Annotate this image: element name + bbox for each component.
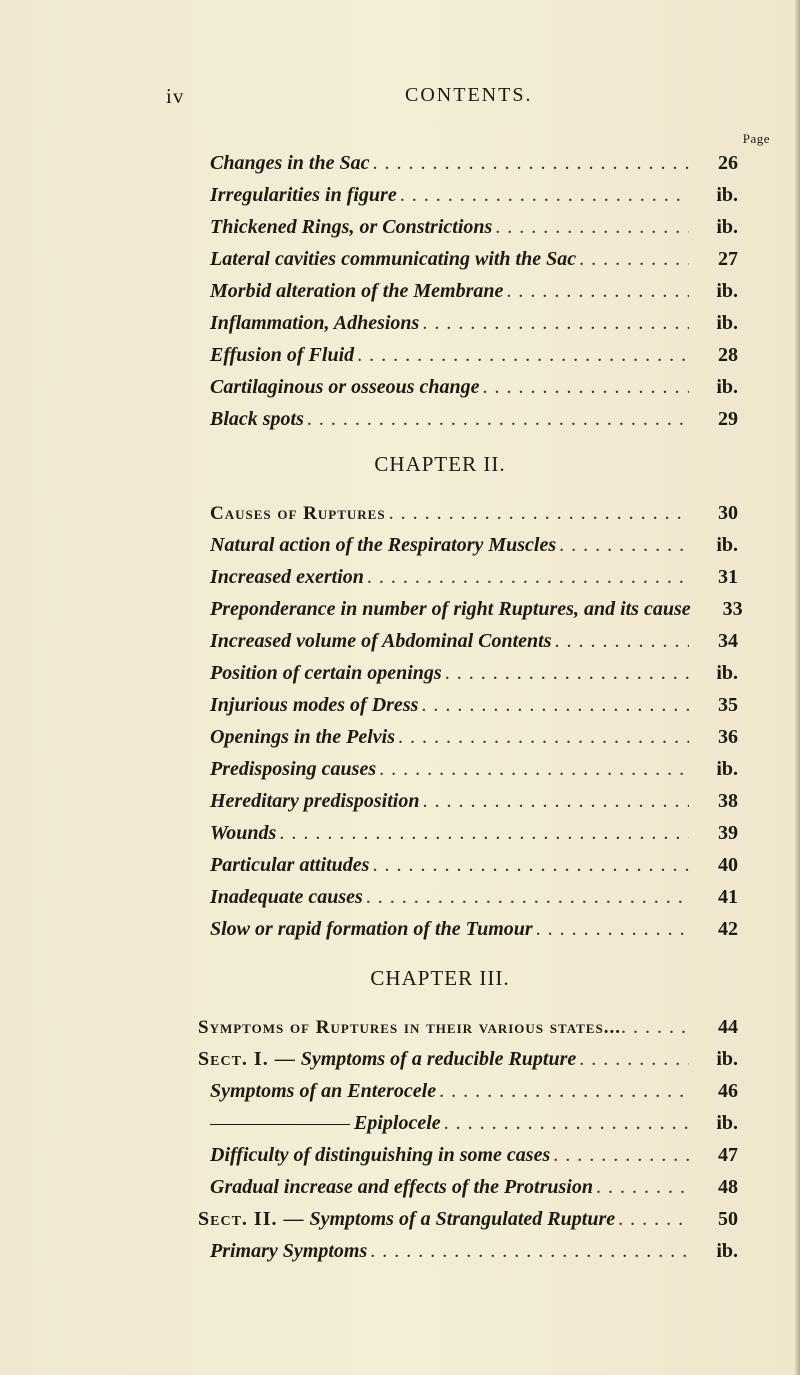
toc-entry: Primary Symptoms . . . ib. [210,1240,738,1270]
toc-entry: Effusion of Fluid . . . 28 [210,344,738,374]
toc-entry: Morbid alteration of the Membrane . . . ib. [210,280,738,310]
toc-entry: Sect. I. — Symptoms of a reducible Rupture . . . ib. [198,1048,738,1078]
toc-entry: Symptoms of an Enterocele . . . 46 [210,1080,738,1110]
toc-entry: Increased volume of Abdominal Contents . . . 34 [210,630,738,660]
toc-entry: Sect. II. — Symptoms of a Strangulated Rupture . . . 50 [198,1208,738,1238]
toc-entry: Thickened Rings, or Constrictions . . . ib. [210,216,738,246]
toc-entry: Inflammation, Adhesions . . . ib. [210,312,738,342]
chapter-heading: CHAPTER III. [370,966,510,990]
toc-entry: Hereditary predisposition . . . 38 [210,790,738,820]
toc-entry: Particular attitudes . . . 40 [210,854,738,884]
toc-entry: Inadequate causes . . . 41 [210,886,738,916]
toc-entry: Position of certain openings . . . ib. [210,662,738,692]
toc-entry: Preponderance in number of right Ruptures, and its cause 33 [210,598,743,620]
toc-entry: Causes of Ruptures . . . 30 [210,502,738,532]
ditto-rule [210,1124,350,1125]
toc-entry: Increased exertion . . . 31 [210,566,738,596]
page-folio: iv [166,84,185,108]
toc-entry: Cartilaginous or osseous change . . . ib. [210,376,738,406]
toc-entry: Difficulty of distinguishing in some cases . . . 47 [210,1144,738,1174]
toc-entry: Natural action of the Respiratory Muscles . . . ib. [210,534,738,564]
toc-entry: Irregularities in figure . . . ib. [210,184,738,214]
toc-entry: Openings in the Pelvis . . . 36 [210,726,738,756]
toc-entry: Lateral cavities communicating with the Sac . . . 27 [210,248,738,278]
running-title: CONTENTS. [405,84,533,106]
toc-entry: Changes in the Sac . . . 26 [210,152,738,182]
chapter-heading: CHAPTER II. [374,452,506,476]
running-header [0,84,800,114]
toc-entry: Slow or rapid formation of the Tumour . . . 42 [210,918,738,948]
toc-entry: Predisposing causes . . . ib. [210,758,738,788]
toc-entry: Epiplocele . . . ib. [210,1112,738,1142]
page-column-label: Page [742,131,770,146]
toc-entry: Gradual increase and effects of the Protrusion . . . 48 [210,1176,738,1206]
toc-entry: Wounds . . . 39 [210,822,738,852]
toc-entry: Black spots . . . 29 [210,408,738,438]
toc-entry: Symptoms of Ruptures in their various states... . . . 44 [198,1016,738,1046]
toc-entry: Injurious modes of Dress . . . 35 [210,694,738,724]
